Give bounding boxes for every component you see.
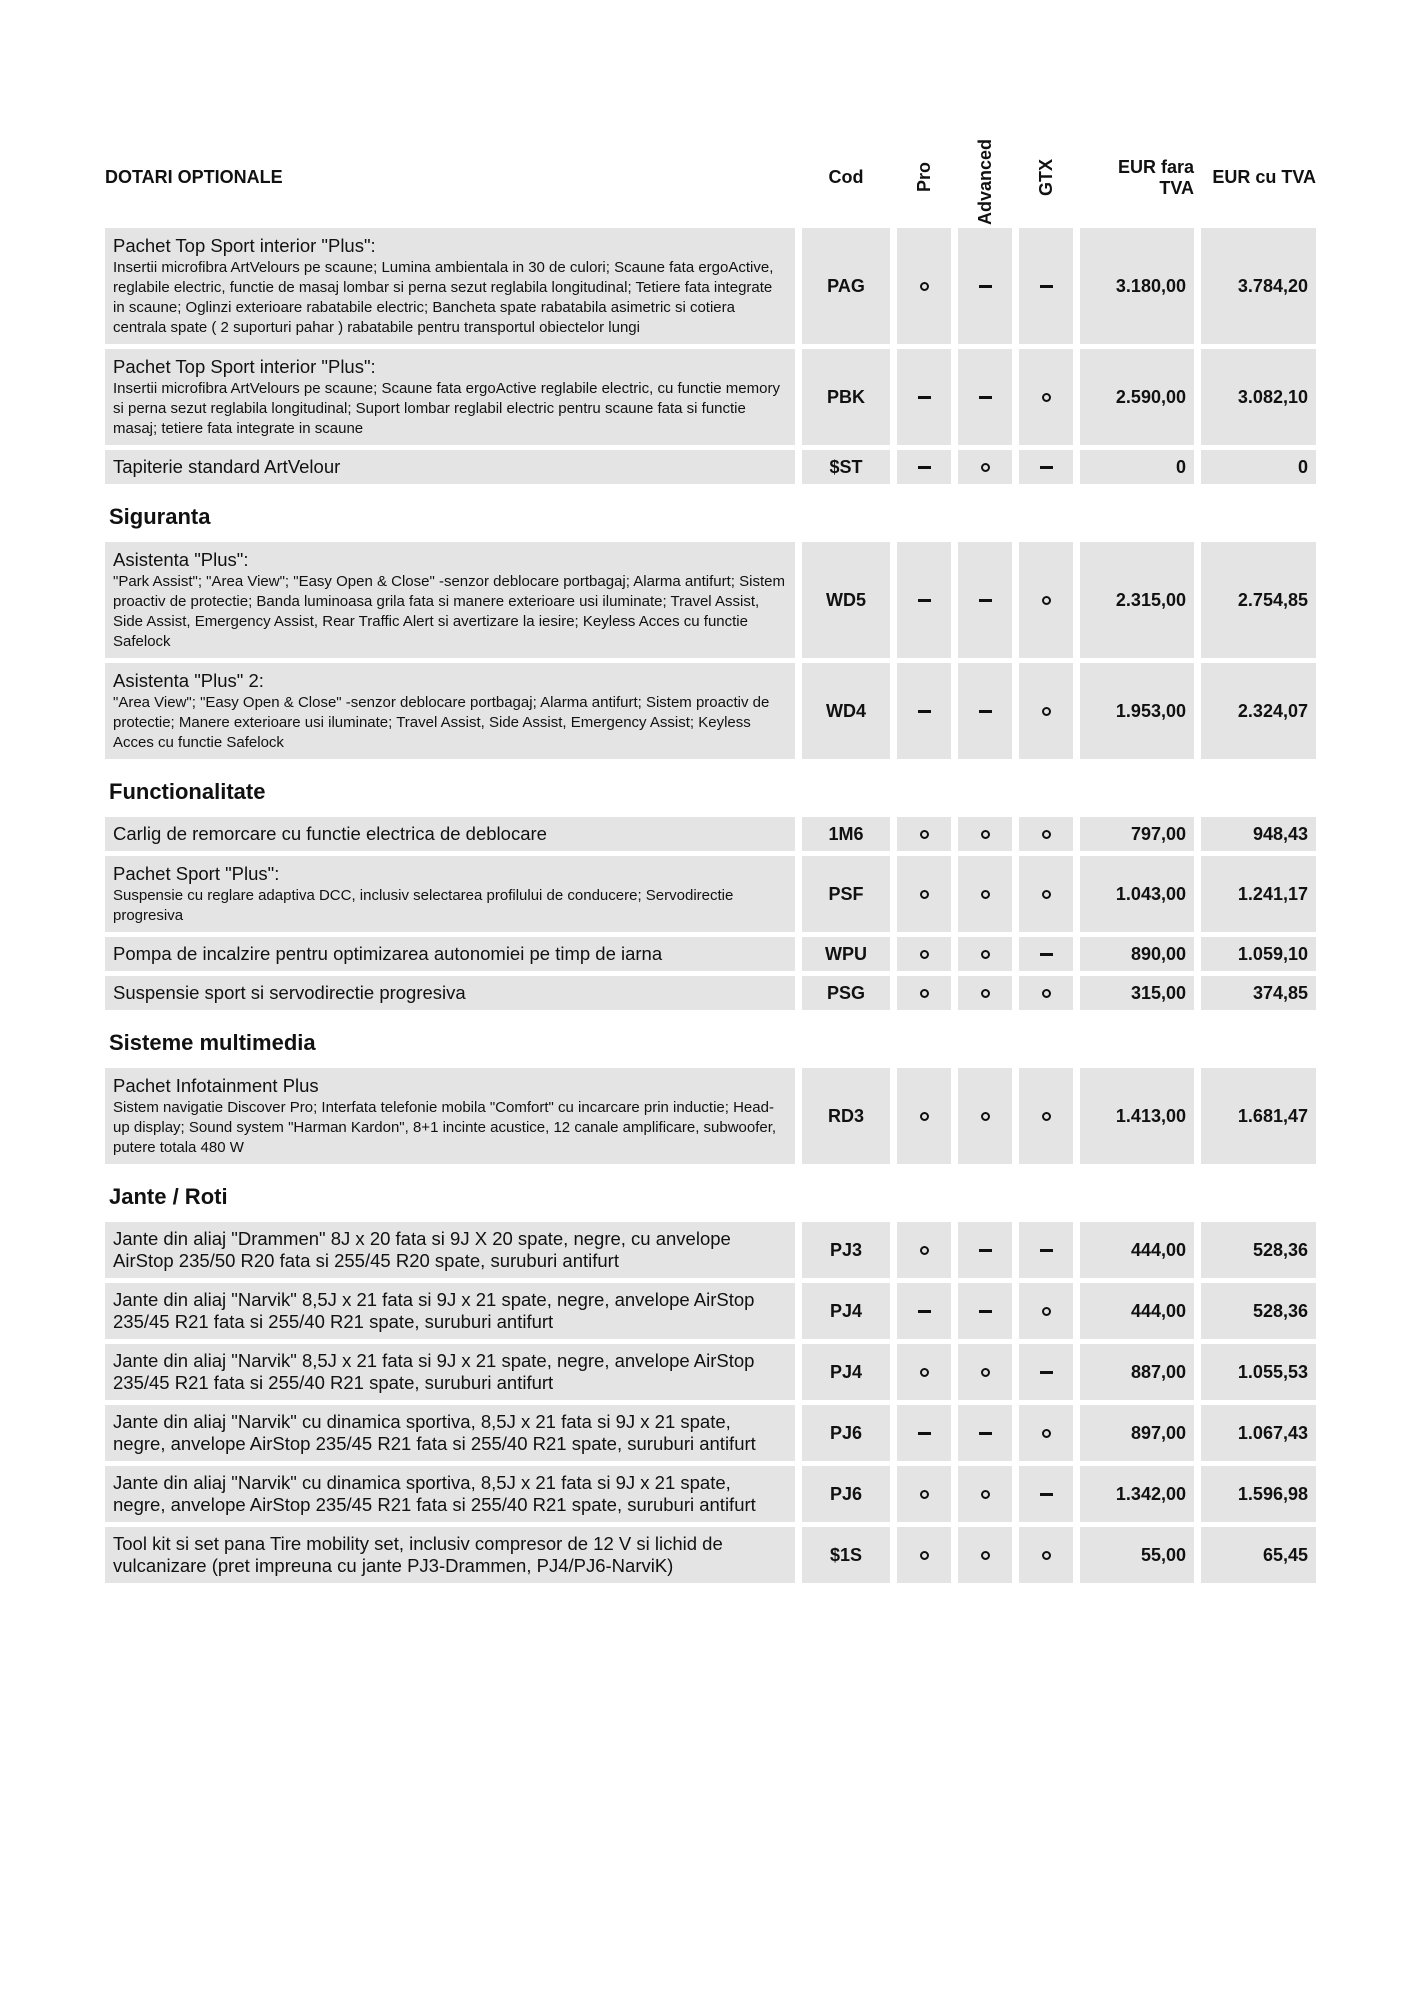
optional-circle-icon [981, 989, 990, 998]
option-details: "Park Assist"; "Area View"; "Easy Open & Close" -senzor deblocare portbagaj; Alarma antifurt; Sistem proactiv de protectie; Banda luminoasa grila fata si manere exterioare usi iluminate; Travel Assist, Side Assist, Emergency Assist, Rear Traffic Alert si avertizare la iesire; Keyless Acces cu functie Safelock [113, 573, 785, 650]
price-eur-fara-tva: 2.590,00 [1080, 349, 1194, 445]
table-row [105, 450, 1320, 484]
option-title: Asistenta "Plus": [113, 549, 249, 570]
availability-advanced [958, 817, 1012, 851]
optional-circle-icon [981, 1112, 990, 1121]
availability-pro [897, 1405, 951, 1461]
price-eur-cu-tva: 528,36 [1201, 1283, 1316, 1339]
optional-circle-icon [1042, 989, 1051, 998]
availability-pro [897, 856, 951, 932]
optional-circle-icon [1042, 830, 1051, 839]
optional-circle-icon [981, 950, 990, 959]
table-header [105, 130, 1320, 225]
option-code: RD3 [802, 1068, 890, 1164]
price-eur-cu-tva: 3.082,10 [1201, 349, 1316, 445]
not-available-dash-icon [918, 466, 931, 469]
price-eur-cu-tva: 528,36 [1201, 1222, 1316, 1278]
option-description-cell [105, 1283, 795, 1339]
optional-circle-icon [1042, 1429, 1051, 1438]
price-eur-cu-tva: 2.754,85 [1201, 542, 1316, 658]
optional-circle-icon [1042, 596, 1051, 605]
availability-advanced [958, 663, 1012, 759]
table-row [105, 976, 1320, 1010]
option-description-cell [105, 1527, 795, 1583]
option-description-cell [105, 349, 795, 445]
option-code: PJ4 [802, 1344, 890, 1400]
option-code: $1S [802, 1527, 890, 1583]
option-code: PSF [802, 856, 890, 932]
availability-gtx [1019, 1222, 1073, 1278]
availability-pro [897, 1068, 951, 1164]
optional-circle-icon [981, 1490, 990, 1499]
option-code: PSG [802, 976, 890, 1010]
option-code: PJ4 [802, 1283, 890, 1339]
table-title: DOTARI OPTIONALE [105, 167, 283, 187]
option-code: PBK [802, 349, 890, 445]
option-description-cell [105, 937, 795, 971]
option-details: Insertii microfibra ArtVelours pe scaune; Lumina ambientala in 30 de culori; Scaune fata ergoActive, reglabile electric, functie de masaj lombar si perna sezut reglabila longitudinal; Tetiere fata integrate in scaune; Oglinzi exterioare rabatabile electric; Bancheta spate rabatabila asimetric si cotiera centrala spate ( 2 suporturi pahar ) rabatabile pentru transportul obiectelor lungi [113, 259, 774, 336]
table-row [105, 542, 1320, 658]
col-cod: Cod [828, 167, 864, 187]
option-description-cell [105, 1405, 795, 1461]
option-code: 1M6 [802, 817, 890, 851]
table-row [105, 817, 1320, 851]
col-pro: Pro [913, 162, 934, 193]
not-available-dash-icon [918, 1432, 931, 1435]
availability-advanced [958, 1405, 1012, 1461]
optional-circle-icon [920, 1246, 929, 1255]
optional-circle-icon [1042, 1551, 1051, 1560]
section-heading: Jante / Roti [109, 1184, 228, 1209]
price-eur-fara-tva: 1.953,00 [1080, 663, 1194, 759]
option-title: Carlig de remorcare cu functie electrica de deblocare [113, 823, 547, 844]
availability-advanced [958, 450, 1012, 484]
option-code: PJ6 [802, 1405, 890, 1461]
col-gtx: GTX [1035, 158, 1056, 196]
optional-circle-icon [1042, 890, 1051, 899]
option-title: Pachet Infotainment Plus [113, 1075, 319, 1096]
option-code: WD5 [802, 542, 890, 658]
option-description-cell [105, 976, 795, 1010]
option-description-cell [105, 1344, 795, 1400]
option-code: $ST [802, 450, 890, 484]
option-description-cell [105, 228, 795, 344]
not-available-dash-icon [979, 285, 992, 288]
availability-advanced [958, 1068, 1012, 1164]
availability-gtx [1019, 817, 1073, 851]
option-title: Jante din aliaj "Narvik" cu dinamica sportiva, 8,5J x 21 fata si 9J x 21 spate, negre, anvelope AirStop 235/45 R21 fata si 255/40 R21 spate, suruburi antifurt [113, 1411, 756, 1454]
option-title: Pachet Top Sport interior "Plus": [113, 235, 376, 256]
price-eur-fara-tva: 2.315,00 [1080, 542, 1194, 658]
availability-advanced [958, 1466, 1012, 1522]
not-available-dash-icon [1040, 466, 1053, 469]
not-available-dash-icon [1040, 1249, 1053, 1252]
availability-gtx [1019, 228, 1073, 344]
optional-circle-icon [920, 1551, 929, 1560]
availability-pro [897, 1344, 951, 1400]
optional-circle-icon [981, 463, 990, 472]
price-eur-cu-tva: 1.241,17 [1201, 856, 1316, 932]
option-title: Jante din aliaj "Narvik" cu dinamica sportiva, 8,5J x 21 fata si 9J x 21 spate, negre, anvelope AirStop 235/45 R21 fata si 255/40 R21 spate, suruburi antifurt [113, 1472, 756, 1515]
optional-circle-icon [920, 830, 929, 839]
optional-circle-icon [981, 1551, 990, 1560]
table-row [105, 1344, 1320, 1400]
col-eur-cu-tva: EUR cu TVA [1212, 167, 1316, 187]
not-available-dash-icon [1040, 1371, 1053, 1374]
section-heading: Siguranta [109, 504, 211, 529]
availability-advanced [958, 1527, 1012, 1583]
not-available-dash-icon [979, 396, 992, 399]
option-title: Jante din aliaj "Narvik" 8,5J x 21 fata si 9J x 21 spate, negre, anvelope AirStop 235/45 R21 fata si 255/40 R21 spate, suruburi antifurt [113, 1350, 755, 1393]
section-heading: Sisteme multimedia [109, 1030, 316, 1055]
table-row [105, 228, 1320, 344]
option-code: WD4 [802, 663, 890, 759]
optional-circle-icon [1042, 1307, 1051, 1316]
availability-gtx [1019, 1068, 1073, 1164]
optional-circle-icon [1042, 707, 1051, 716]
table-row [105, 1405, 1320, 1461]
option-title: Pachet Sport "Plus": [113, 863, 280, 884]
option-details: Insertii microfibra ArtVelours pe scaune; Scaune fata ergoActive reglabile electric, cu functie memory si perna sezut reglabila longitudinal; Suport lombar reglabil electric pentru scaune fata si functie masaj; tetiere fata integrate in scaune [113, 380, 780, 437]
price-eur-cu-tva: 1.059,10 [1201, 937, 1316, 971]
not-available-dash-icon [979, 1432, 992, 1435]
option-code: PAG [802, 228, 890, 344]
availability-advanced [958, 1283, 1012, 1339]
table-row [105, 1527, 1320, 1583]
price-eur-fara-tva: 444,00 [1080, 1222, 1194, 1278]
option-title: Pompa de incalzire pentru optimizarea autonomiei pe timp de iarna [113, 943, 663, 964]
price-eur-fara-tva: 797,00 [1080, 817, 1194, 851]
price-eur-cu-tva: 1.681,47 [1201, 1068, 1316, 1164]
not-available-dash-icon [918, 710, 931, 713]
not-available-dash-icon [918, 1310, 931, 1313]
availability-gtx [1019, 1405, 1073, 1461]
availability-gtx [1019, 856, 1073, 932]
price-eur-cu-tva: 2.324,07 [1201, 663, 1316, 759]
option-code: PJ3 [802, 1222, 890, 1278]
availability-pro [897, 1283, 951, 1339]
availability-advanced [958, 976, 1012, 1010]
price-eur-fara-tva: 890,00 [1080, 937, 1194, 971]
price-eur-cu-tva: 3.784,20 [1201, 228, 1316, 344]
option-description-cell [105, 817, 795, 851]
price-eur-fara-tva: 1.413,00 [1080, 1068, 1194, 1164]
col-eur-fara-tva: EUR fara TVA [1117, 156, 1194, 198]
price-eur-cu-tva: 374,85 [1201, 976, 1316, 1010]
table-row [105, 856, 1320, 932]
not-available-dash-icon [918, 599, 931, 602]
table-row [105, 1068, 1320, 1164]
optional-circle-icon [920, 950, 929, 959]
option-description-cell [105, 1068, 795, 1164]
not-available-dash-icon [979, 1249, 992, 1252]
optional-circle-icon [981, 1368, 990, 1377]
option-title: Tapiterie standard ArtVelour [113, 456, 341, 477]
availability-pro [897, 349, 951, 445]
option-description-cell [105, 663, 795, 759]
option-description-cell [105, 450, 795, 484]
option-code: WPU [802, 937, 890, 971]
availability-advanced [958, 1222, 1012, 1278]
availability-pro [897, 937, 951, 971]
availability-pro [897, 1527, 951, 1583]
availability-pro [897, 542, 951, 658]
price-eur-fara-tva: 1.043,00 [1080, 856, 1194, 932]
availability-pro [897, 1222, 951, 1278]
availability-pro [897, 663, 951, 759]
availability-pro [897, 450, 951, 484]
availability-advanced [958, 1344, 1012, 1400]
price-eur-fara-tva: 887,00 [1080, 1344, 1194, 1400]
option-title: Jante din aliaj "Narvik" 8,5J x 21 fata si 9J x 21 spate, negre, anvelope AirStop 235/45 R21 fata si 255/40 R21 spate, suruburi antifurt [113, 1289, 755, 1332]
availability-pro [897, 228, 951, 344]
table-row [105, 937, 1320, 971]
option-details: "Area View"; "Easy Open & Close" -senzor deblocare portbagaj; Alarma antifurt; Sistem proactiv de protectie; Manere exterioare usi iluminate; Travel Assist, Side Assist, Emergency Assist; Keyless Acces cu functie Safelock [113, 694, 770, 751]
availability-gtx [1019, 450, 1073, 484]
availability-gtx [1019, 542, 1073, 658]
option-description-cell [105, 1466, 795, 1522]
price-eur-fara-tva: 315,00 [1080, 976, 1194, 1010]
options-price-table [105, 130, 1320, 1588]
not-available-dash-icon [979, 599, 992, 602]
availability-advanced [958, 542, 1012, 658]
availability-advanced [958, 228, 1012, 344]
price-eur-fara-tva: 897,00 [1080, 1405, 1194, 1461]
availability-advanced [958, 349, 1012, 445]
availability-pro [897, 1466, 951, 1522]
optional-circle-icon [920, 282, 929, 291]
optional-circle-icon [981, 830, 990, 839]
price-eur-fara-tva: 0 [1080, 450, 1194, 484]
option-details: Suspensie cu reglare adaptiva DCC, inclusiv selectarea profilului de conducere; Servodirectie progresiva [113, 887, 734, 924]
availability-gtx [1019, 937, 1073, 971]
optional-circle-icon [920, 1368, 929, 1377]
option-details: Sistem navigatie Discover Pro; Interfata telefonie mobila "Comfort" cu incarcare prin inductie; Head-up display; Sound system "Harman Kardon", 8+1 incinte acustice, 12 canale amplificare, subwoofer, putere totala 480 W [113, 1099, 777, 1156]
optional-circle-icon [1042, 1112, 1051, 1121]
option-title: Asistenta "Plus" 2: [113, 670, 264, 691]
price-eur-fara-tva: 444,00 [1080, 1283, 1194, 1339]
option-title: Jante din aliaj "Drammen" 8J x 20 fata si 9J X 20 spate, negre, cu anvelope AirStop 235/50 R20 fata si 255/45 R20 spate, suruburi antifurt [113, 1228, 731, 1271]
option-description-cell [105, 1222, 795, 1278]
availability-advanced [958, 937, 1012, 971]
availability-advanced [958, 856, 1012, 932]
price-eur-fara-tva: 55,00 [1080, 1527, 1194, 1583]
table-body [105, 228, 1320, 1583]
price-eur-cu-tva: 65,45 [1201, 1527, 1316, 1583]
availability-gtx [1019, 1283, 1073, 1339]
optional-circle-icon [981, 890, 990, 899]
price-eur-fara-tva: 1.342,00 [1080, 1466, 1194, 1522]
not-available-dash-icon [1040, 1493, 1053, 1496]
availability-gtx [1019, 1527, 1073, 1583]
optional-circle-icon [920, 989, 929, 998]
table-row [105, 1222, 1320, 1278]
availability-pro [897, 817, 951, 851]
not-available-dash-icon [1040, 285, 1053, 288]
price-eur-cu-tva: 1.055,53 [1201, 1344, 1316, 1400]
option-description-cell [105, 542, 795, 658]
option-title: Tool kit si set pana Tire mobility set, inclusiv compresor de 12 V si lichid de vulcanizare (pret impreuna cu jante PJ3-Drammen, PJ4/PJ6-NarviK) [113, 1533, 723, 1576]
price-eur-cu-tva: 948,43 [1201, 817, 1316, 851]
optional-circle-icon [920, 890, 929, 899]
table-row [105, 1283, 1320, 1339]
price-eur-fara-tva: 3.180,00 [1080, 228, 1194, 344]
price-eur-cu-tva: 1.067,43 [1201, 1405, 1316, 1461]
option-description-cell [105, 856, 795, 932]
availability-gtx [1019, 349, 1073, 445]
availability-gtx [1019, 1466, 1073, 1522]
price-eur-cu-tva: 0 [1201, 450, 1316, 484]
optional-circle-icon [920, 1490, 929, 1499]
table-row [105, 349, 1320, 445]
table-row [105, 1466, 1320, 1522]
availability-pro [897, 976, 951, 1010]
section-heading: Functionalitate [109, 779, 266, 804]
optional-circle-icon [920, 1112, 929, 1121]
not-available-dash-icon [918, 396, 931, 399]
not-available-dash-icon [979, 1310, 992, 1313]
availability-gtx [1019, 1344, 1073, 1400]
not-available-dash-icon [1040, 953, 1053, 956]
option-code: PJ6 [802, 1466, 890, 1522]
availability-gtx [1019, 976, 1073, 1010]
option-title: Pachet Top Sport interior "Plus": [113, 356, 376, 377]
availability-gtx [1019, 663, 1073, 759]
not-available-dash-icon [979, 710, 992, 713]
price-eur-cu-tva: 1.596,98 [1201, 1466, 1316, 1522]
option-title: Suspensie sport si servodirectie progresiva [113, 982, 466, 1003]
col-advanced: Advanced [974, 138, 995, 225]
table-row [105, 663, 1320, 759]
optional-circle-icon [1042, 393, 1051, 402]
